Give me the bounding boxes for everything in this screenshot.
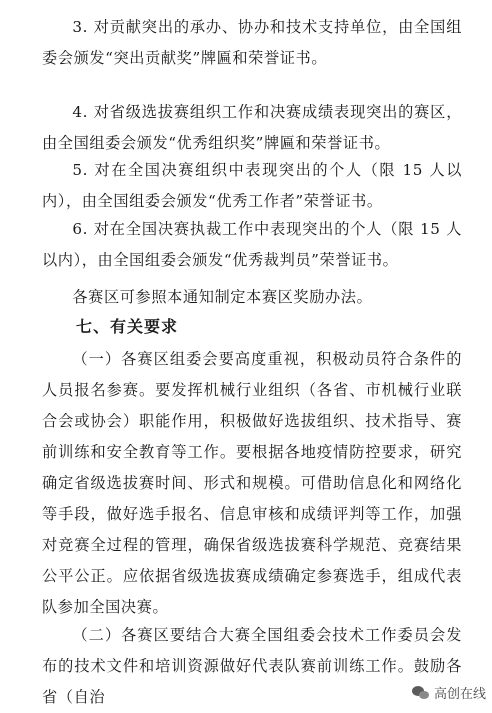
wechat-icon [412, 686, 430, 700]
requirement-2: （二）各赛区要结合大赛全国组委会技术工作委员会发布的技术文件和培训资源做好代表队赛前训练工作。鼓励各省（自治 [42, 626, 462, 706]
section-heading: 七、有关要求 [76, 317, 179, 336]
award-item-5: 5. 对在全国决赛组织中表现突出的个人（限 15 人以内），由全国组委会颁发“优秀工作者”荣誉证书。 [42, 161, 462, 210]
watermark [412, 683, 486, 702]
award-item-4: 4. 对省级选拔赛组织工作和决赛成绩表现突出的赛区，由全国组委会颁发“优秀组织奖”牌匾和荣誉证书。 [42, 103, 462, 152]
requirement-1: （一）各赛区组委会要高度重视，积极动员符合条件的人员报名参赛。要发挥机械行业组织（各省、市机械行业联合会或协会）职能作用，积极做好选拔组织、技术指导、赛前训练和安全教育等工作。要根据各地疫情防控要求，研究确定省级选拔赛时间、形式和规模。可借助信息化和网络化等手段，做好选手报名、信息审核和成绩评判等工作，加强对竞赛全过程的管理，确保省级选拔赛科学规范、竞赛结果公平公正。应依据省级选拔赛成绩确定参赛选手，组成代表队参加全国决赛。 [42, 350, 462, 616]
watermark-text: 高创在线 [433, 687, 486, 702]
award-note: 各赛区可参照本通知制定本赛区奖励办法。 [72, 288, 373, 306]
award-item-3: 3. 对贡献突出的承办、协办和技术支持单位，由全国组委会颁发“突出贡献奖”牌匾和荣誉证书。 [42, 18, 462, 67]
award-item-6: 6. 对在全国决赛执裁工作中表现突出的个人（限 15 人以内），由全国组委会颁发“优秀裁判员”荣誉证书。 [42, 220, 462, 269]
